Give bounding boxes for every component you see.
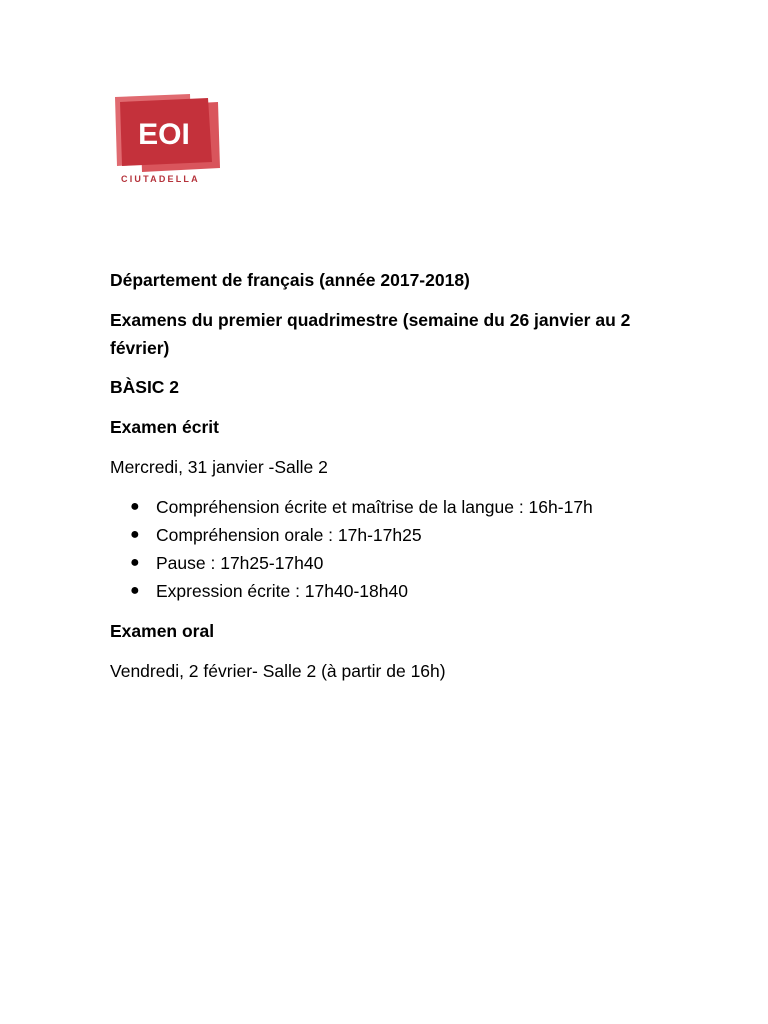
eoi-logo-mark (112, 92, 222, 172)
oral-exam-heading: Examen oral (110, 621, 215, 641)
department-heading: Département de français (année 2017-2018) (110, 270, 470, 290)
document-body (110, 266, 670, 685)
bullet-icon: ● (130, 498, 140, 515)
schedule-item-text: Compréhension orale : 17h-17h25 (156, 525, 422, 545)
bullet-icon: ● (130, 526, 140, 543)
bullet-icon: ● (130, 554, 140, 571)
written-exam-date: Mercredi, 31 janvier -Salle 2 (110, 457, 328, 477)
schedule-item-text: Compréhension écrite et maîtrise de la langue : 16h-17h (156, 497, 593, 517)
written-exam-heading: Examen écrit (110, 417, 219, 437)
bullet-icon: ● (130, 582, 140, 599)
list-item (110, 521, 670, 549)
level-heading: BÀSIC 2 (110, 377, 180, 397)
list-item (110, 493, 670, 521)
oral-exam-date: Vendredi, 2 février- Salle 2 (à partir de 16h) (110, 661, 446, 681)
schedule-item-text: Expression écrite : 17h40-18h40 (156, 581, 408, 601)
written-exam-schedule (110, 493, 670, 605)
exams-heading: Examens du premier quadrimestre (semaine du 26 janvier au 2 février) (110, 310, 631, 358)
logo-subtitle: CIUTADELLA (121, 174, 200, 184)
logo-text: EOI (138, 118, 190, 151)
schedule-item-text: Pause : 17h25-17h40 (156, 553, 324, 573)
list-item (110, 577, 670, 605)
list-item (110, 549, 670, 577)
